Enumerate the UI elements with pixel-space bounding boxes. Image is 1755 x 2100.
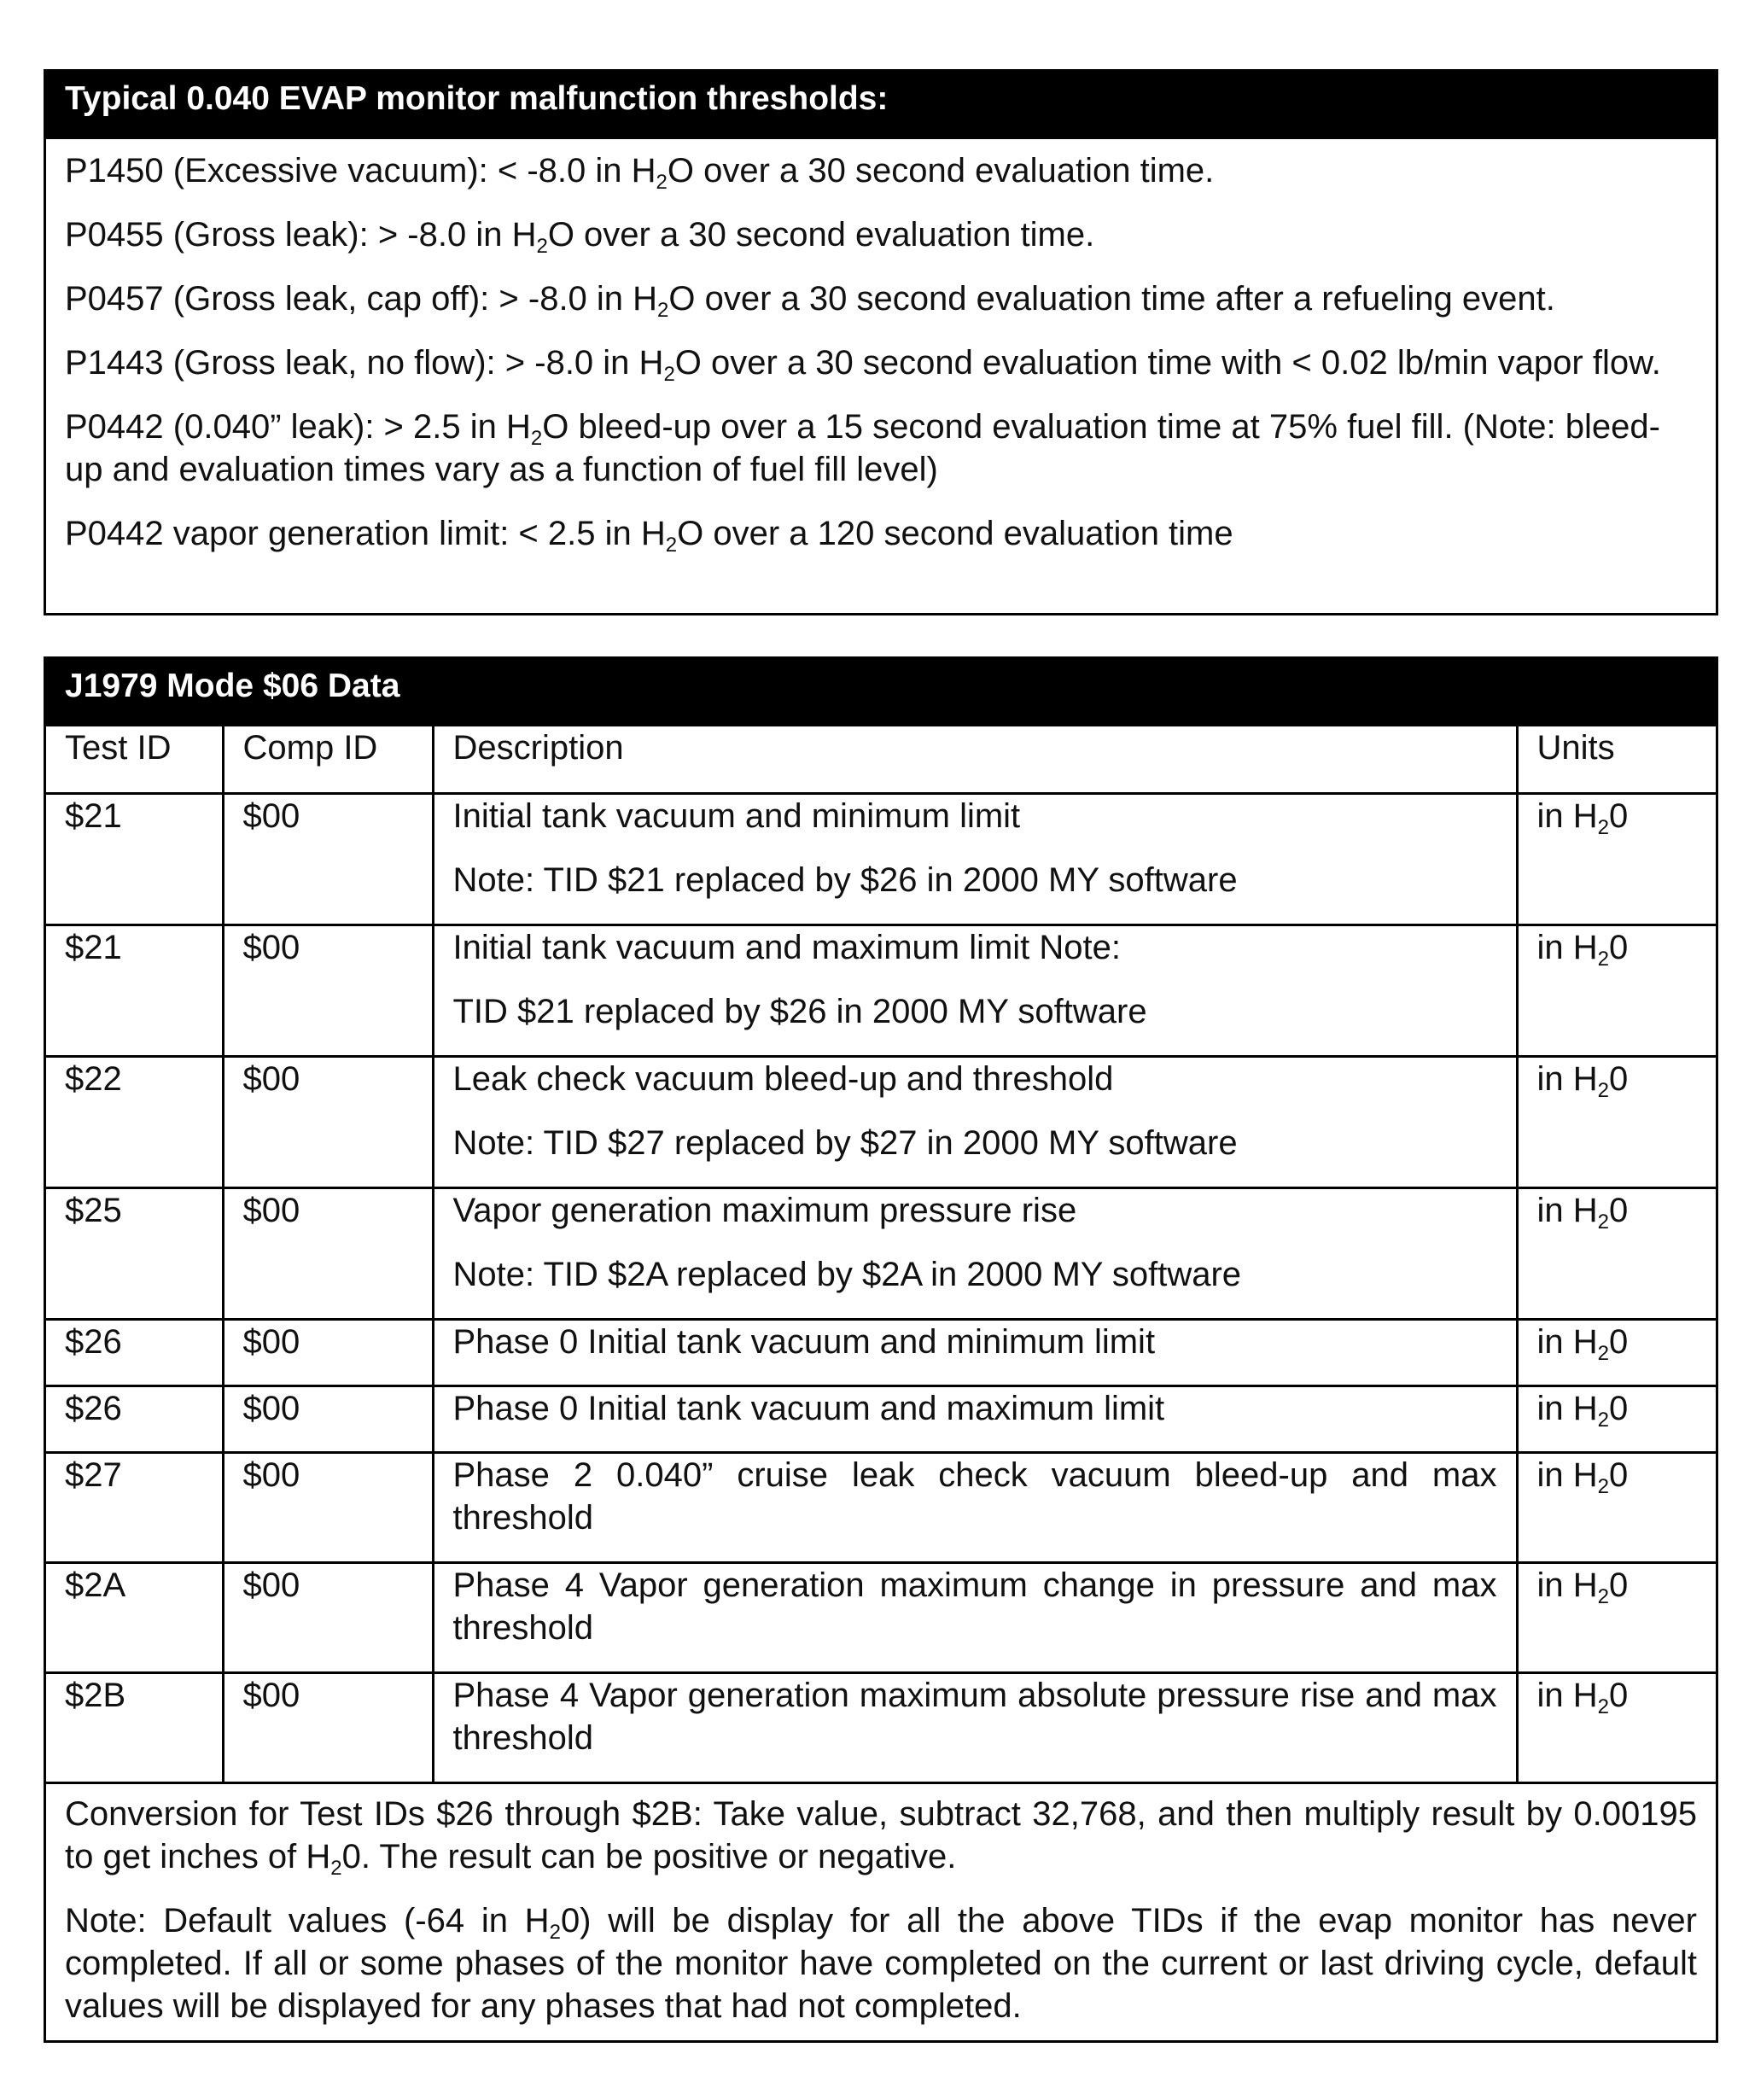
units-cell: in $H_20$ — [1517, 1562, 1716, 1672]
table-row — [46, 1187, 1716, 1319]
footer-notes — [46, 1782, 1716, 2046]
table-row — [46, 1452, 1716, 1562]
comp-id-cell: $00 — [223, 1056, 433, 1187]
comp-id-cell: $00 — [223, 1187, 433, 1319]
table-header-row — [46, 726, 1716, 793]
table-row — [46, 1056, 1716, 1187]
default-values-note: Note: Default values (-64 in $H_20$) will be display for all the above TIDs if the evap monitor has never completed. If all or some phases of the monitor have completed on the current or last driving cycle, default values will be displayed for any phases that had not completed. — [65, 1901, 1697, 2025]
column-header-test-id: Test ID — [46, 726, 223, 793]
table-row — [46, 1319, 1716, 1385]
units-cell: in $H_20$ — [1517, 1672, 1716, 1782]
column-header-units: Units — [1517, 726, 1716, 793]
description-cell: Phase 0 Initial tank vacuum and minimum limit — [433, 1319, 1517, 1385]
thresholds-list — [46, 149, 1716, 555]
comp-id-cell: $00 — [223, 1319, 433, 1385]
test-id-cell: $26 — [46, 1385, 223, 1452]
test-id-cell: $26 — [46, 1319, 223, 1385]
test-id-cell: $22 — [46, 1056, 223, 1187]
description-cell: Phase 4 Vapor generation maximum absolute pressure rise and max threshold — [433, 1672, 1517, 1782]
column-header-comp-id: Comp ID — [223, 726, 433, 793]
description-cell: Phase 0 Initial tank vacuum and maximum limit — [433, 1385, 1517, 1452]
description-cell: Vapor generation maximum pressure rise Note: TID $2A replaced by $2A in 2000 MY software — [433, 1187, 1517, 1319]
table-footer-row — [46, 1782, 1716, 2046]
threshold-item: P1450 (Excessive vacuum): < -8.0 in $H_2O$ over a 30 second evaluation time. — [65, 152, 1215, 194]
test-id-cell: $2A — [46, 1562, 223, 1672]
threshold-item: P0457 (Gross leak, cap off): > -8.0 in $H_2O$ over a 30 second evaluation time after a refueling event. — [65, 280, 1555, 322]
thresholds-box — [44, 69, 1718, 615]
comp-id-cell: $00 — [223, 1562, 433, 1672]
table-row — [46, 793, 1716, 925]
test-id-cell: $27 — [46, 1452, 223, 1562]
description-cell: Phase 2 0.040” cruise leak check vacuum bleed-up and max threshold — [433, 1452, 1517, 1562]
table-row — [46, 925, 1716, 1056]
comp-id-cell: $00 — [223, 1672, 433, 1782]
threshold-item: P0455 (Gross leak): > -8.0 in $H_2O$ over a 30 second evaluation time. — [65, 216, 1095, 258]
comp-id-cell: $00 — [223, 925, 433, 1056]
table-row — [46, 1672, 1716, 1782]
mode06-table — [46, 726, 1716, 2046]
units-cell: in $H_20$ — [1517, 925, 1716, 1056]
table-row — [46, 1385, 1716, 1452]
table-row — [46, 1562, 1716, 1672]
test-id-cell: $2B — [46, 1672, 223, 1782]
description-cell: Leak check vacuum bleed-up and threshold Note: TID $27 replaced by $27 in 2000 MY software — [433, 1056, 1517, 1187]
units-cell: in $H_20$ — [1517, 1385, 1716, 1452]
threshold-item: P1443 (Gross leak, no flow): > -8.0 in $H_2O$ over a 30 second evaluation time with < 0.02 lb/min vapor flow. — [65, 344, 1661, 386]
units-cell: in $H_20$ — [1517, 1187, 1716, 1319]
thresholds-title: Typical 0.040 EVAP monitor malfunction thresholds: — [46, 72, 1716, 139]
units-cell: in $H_20$ — [1517, 1056, 1716, 1187]
units-cell: in $H_20$ — [1517, 793, 1716, 925]
comp-id-cell: $00 — [223, 1385, 433, 1452]
threshold-item: P0442 (0.040” leak): > 2.5 in $H_2O$ bleed-up over a 15 second evaluation time at 75% fuel fill. (Note: bleed-up and evaluation times vary as a function of fuel fill level) — [65, 408, 1660, 488]
description-cell: Initial tank vacuum and maximum limit Note: TID $21 replaced by $26 in 2000 MY software — [433, 925, 1517, 1056]
description-cell: Initial tank vacuum and minimum limit Note: TID $21 replaced by $26 in 2000 MY software — [433, 793, 1517, 925]
comp-id-cell: $00 — [223, 1452, 433, 1562]
units-cell: in $H_20$ — [1517, 1452, 1716, 1562]
test-id-cell: $21 — [46, 925, 223, 1056]
conversion-note: Conversion for Test IDs $26 through $2B: Take value, subtract 32,768, and then multiply result by 0.00195 to get inches of $H_20$. The result can be positive or negative. — [65, 1794, 1697, 1880]
column-header-description: Description — [433, 726, 1517, 793]
mode06-title: J1979 Mode $06 Data — [46, 659, 1716, 726]
description-cell: Phase 4 Vapor generation maximum change in pressure and max threshold — [433, 1562, 1517, 1672]
comp-id-cell: $00 — [223, 793, 433, 925]
units-cell: in $H_20$ — [1517, 1319, 1716, 1385]
test-id-cell: $25 — [46, 1187, 223, 1319]
threshold-item: P0442 vapor generation limit: < 2.5 in $H_2O$ over a 120 second evaluation time — [65, 515, 1233, 557]
mode06-box — [44, 656, 1718, 2043]
test-id-cell: $21 — [46, 793, 223, 925]
